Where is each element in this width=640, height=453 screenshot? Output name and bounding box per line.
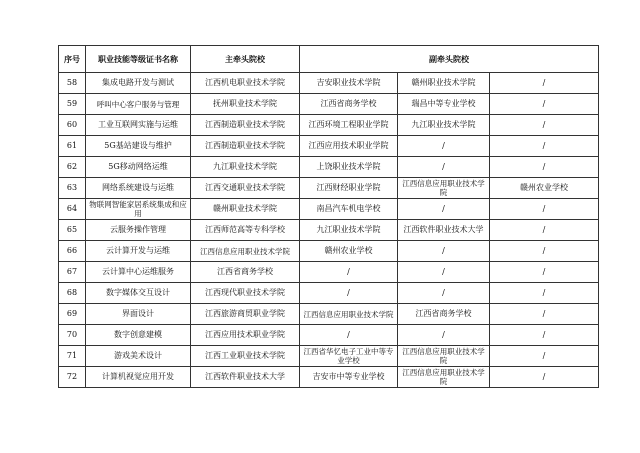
row-vice-school-2: 江西省商务学校 bbox=[398, 304, 490, 325]
row-vice-school-2: / bbox=[398, 262, 490, 283]
row-cert-name: 呼叫中心客户服务与管理 bbox=[86, 94, 191, 115]
row-vice-school-2: 江西信息应用职业技术学院 bbox=[398, 178, 490, 199]
row-lead-school: 江西机电职业技术学院 bbox=[191, 73, 300, 94]
row-cert-name: 网络系统建设与运维 bbox=[86, 178, 191, 199]
row-vice-school-3: / bbox=[490, 346, 599, 367]
row-no: 65 bbox=[59, 220, 86, 241]
row-lead-school: 江西现代职业技术学院 bbox=[191, 283, 300, 304]
table-row bbox=[59, 304, 599, 325]
row-vice-school-2: 江西软件职业技术大学 bbox=[398, 220, 490, 241]
table-row bbox=[59, 262, 599, 283]
row-lead-school: 江西省商务学校 bbox=[191, 262, 300, 283]
row-vice-school-2: 江西信息应用职业技术学院 bbox=[398, 346, 490, 367]
row-vice-school-3: / bbox=[490, 283, 599, 304]
row-lead-school: 赣州职业技术学院 bbox=[191, 199, 300, 220]
row-vice-school-3: / bbox=[490, 199, 599, 220]
row-lead-school: 江西旅游商贸职业学院 bbox=[191, 304, 300, 325]
row-vice-school-1: 吉安职业技术学院 bbox=[300, 73, 398, 94]
row-vice-school-1: / bbox=[300, 325, 398, 346]
row-cert-name: 集成电路开发与测试 bbox=[86, 73, 191, 94]
row-vice-school-3: / bbox=[490, 136, 599, 157]
row-cert-name: 游戏美术设计 bbox=[86, 346, 191, 367]
row-vice-school-3: / bbox=[490, 94, 599, 115]
row-vice-school-2: 瑞昌中等专业学校 bbox=[398, 94, 490, 115]
row-no: 67 bbox=[59, 262, 86, 283]
row-lead-school: 江西软件职业技术大学 bbox=[191, 367, 300, 388]
row-vice-school-1: 江西省华忆电子工业中等专业学校 bbox=[300, 346, 398, 367]
row-cert-name: 云计算中心运维服务 bbox=[86, 262, 191, 283]
table-row bbox=[59, 346, 599, 367]
row-no: 68 bbox=[59, 283, 86, 304]
row-vice-school-3: / bbox=[490, 304, 599, 325]
row-no: 61 bbox=[59, 136, 86, 157]
row-lead-school: 抚州职业技术学院 bbox=[191, 94, 300, 115]
row-vice-school-1: 江西信息应用职业技术学院 bbox=[300, 304, 398, 325]
row-vice-school-3: / bbox=[490, 241, 599, 262]
table-row bbox=[59, 136, 599, 157]
row-no: 70 bbox=[59, 325, 86, 346]
row-no: 64 bbox=[59, 199, 86, 220]
row-no: 71 bbox=[59, 346, 86, 367]
row-vice-school-1: 赣州农业学校 bbox=[300, 241, 398, 262]
table-row bbox=[59, 283, 599, 304]
row-vice-school-3: / bbox=[490, 73, 599, 94]
table-row bbox=[59, 199, 599, 220]
row-vice-school-1: 吉安市中等专业学校 bbox=[300, 367, 398, 388]
row-cert-name: 数字媒体交互设计 bbox=[86, 283, 191, 304]
row-vice-school-2: / bbox=[398, 241, 490, 262]
table-row bbox=[59, 178, 599, 199]
row-vice-school-1: 上饶职业技术学院 bbox=[300, 157, 398, 178]
table-row bbox=[59, 367, 599, 388]
row-cert-name: 5G移动网络运维 bbox=[86, 157, 191, 178]
table-row bbox=[59, 241, 599, 262]
row-vice-school-2: / bbox=[398, 157, 490, 178]
row-lead-school: 江西制造职业技术学院 bbox=[191, 136, 300, 157]
row-vice-school-2: / bbox=[398, 283, 490, 304]
row-vice-school-3: / bbox=[490, 115, 599, 136]
header-vice-schools: 副牵头院校 bbox=[300, 46, 599, 73]
row-no: 62 bbox=[59, 157, 86, 178]
row-vice-school-1: 江西环境工程职业学院 bbox=[300, 115, 398, 136]
header-no: 序号 bbox=[59, 46, 86, 73]
row-cert-name: 工业互联网实施与运维 bbox=[86, 115, 191, 136]
row-vice-school-1: 江西财经职业学院 bbox=[300, 178, 398, 199]
row-lead-school: 江西工业职业技术学院 bbox=[191, 346, 300, 367]
row-cert-name: 物联网智能家居系统集成和应用 bbox=[86, 199, 191, 220]
row-vice-school-3: / bbox=[490, 220, 599, 241]
row-vice-school-1: 江西应用技术职业学院 bbox=[300, 136, 398, 157]
header-cert-name: 职业技能等级证书名称 bbox=[86, 46, 191, 73]
row-no: 63 bbox=[59, 178, 86, 199]
table-row bbox=[59, 325, 599, 346]
row-vice-school-2: / bbox=[398, 199, 490, 220]
row-lead-school: 江西信息应用职业技术学院 bbox=[191, 241, 300, 262]
row-cert-name: 云计算开发与运维 bbox=[86, 241, 191, 262]
row-lead-school: 江西师范高等专科学校 bbox=[191, 220, 300, 241]
row-vice-school-2: 赣州职业技术学院 bbox=[398, 73, 490, 94]
table-row bbox=[59, 94, 599, 115]
row-vice-school-1: 九江职业技术学院 bbox=[300, 220, 398, 241]
row-no: 59 bbox=[59, 94, 86, 115]
table-row bbox=[59, 220, 599, 241]
row-vice-school-3: / bbox=[490, 367, 599, 388]
row-lead-school: 九江职业技术学院 bbox=[191, 157, 300, 178]
row-cert-name: 界面设计 bbox=[86, 304, 191, 325]
row-vice-school-3: / bbox=[490, 262, 599, 283]
row-no: 72 bbox=[59, 367, 86, 388]
table-row bbox=[59, 157, 599, 178]
row-lead-school: 江西制造职业技术学院 bbox=[191, 115, 300, 136]
row-vice-school-2: / bbox=[398, 136, 490, 157]
row-vice-school-1: 江西省商务学校 bbox=[300, 94, 398, 115]
row-cert-name: 云服务操作管理 bbox=[86, 220, 191, 241]
table-header-row bbox=[59, 46, 599, 73]
row-no: 66 bbox=[59, 241, 86, 262]
row-vice-school-1: / bbox=[300, 262, 398, 283]
row-lead-school: 江西应用技术职业学院 bbox=[191, 325, 300, 346]
row-vice-school-3: 赣州农业学校 bbox=[490, 178, 599, 199]
row-cert-name: 数字创意建模 bbox=[86, 325, 191, 346]
row-vice-school-2: / bbox=[398, 325, 490, 346]
row-cert-name: 计算机视觉应用开发 bbox=[86, 367, 191, 388]
header-lead-school: 主牵头院校 bbox=[191, 46, 300, 73]
row-vice-school-1: / bbox=[300, 283, 398, 304]
row-vice-school-2: 九江职业技术学院 bbox=[398, 115, 490, 136]
row-vice-school-1: 南昌汽车机电学校 bbox=[300, 199, 398, 220]
row-cert-name: 5G基站建设与维护 bbox=[86, 136, 191, 157]
row-no: 60 bbox=[59, 115, 86, 136]
certificate-table bbox=[58, 45, 599, 388]
row-vice-school-3: / bbox=[490, 157, 599, 178]
row-no: 58 bbox=[59, 73, 86, 94]
row-vice-school-3: / bbox=[490, 325, 599, 346]
row-vice-school-2: 江西信息应用职业技术学院 bbox=[398, 367, 490, 388]
table-row bbox=[59, 73, 599, 94]
table-body bbox=[59, 73, 599, 388]
row-no: 69 bbox=[59, 304, 86, 325]
table-row bbox=[59, 115, 599, 136]
row-lead-school: 江西交通职业技术学院 bbox=[191, 178, 300, 199]
